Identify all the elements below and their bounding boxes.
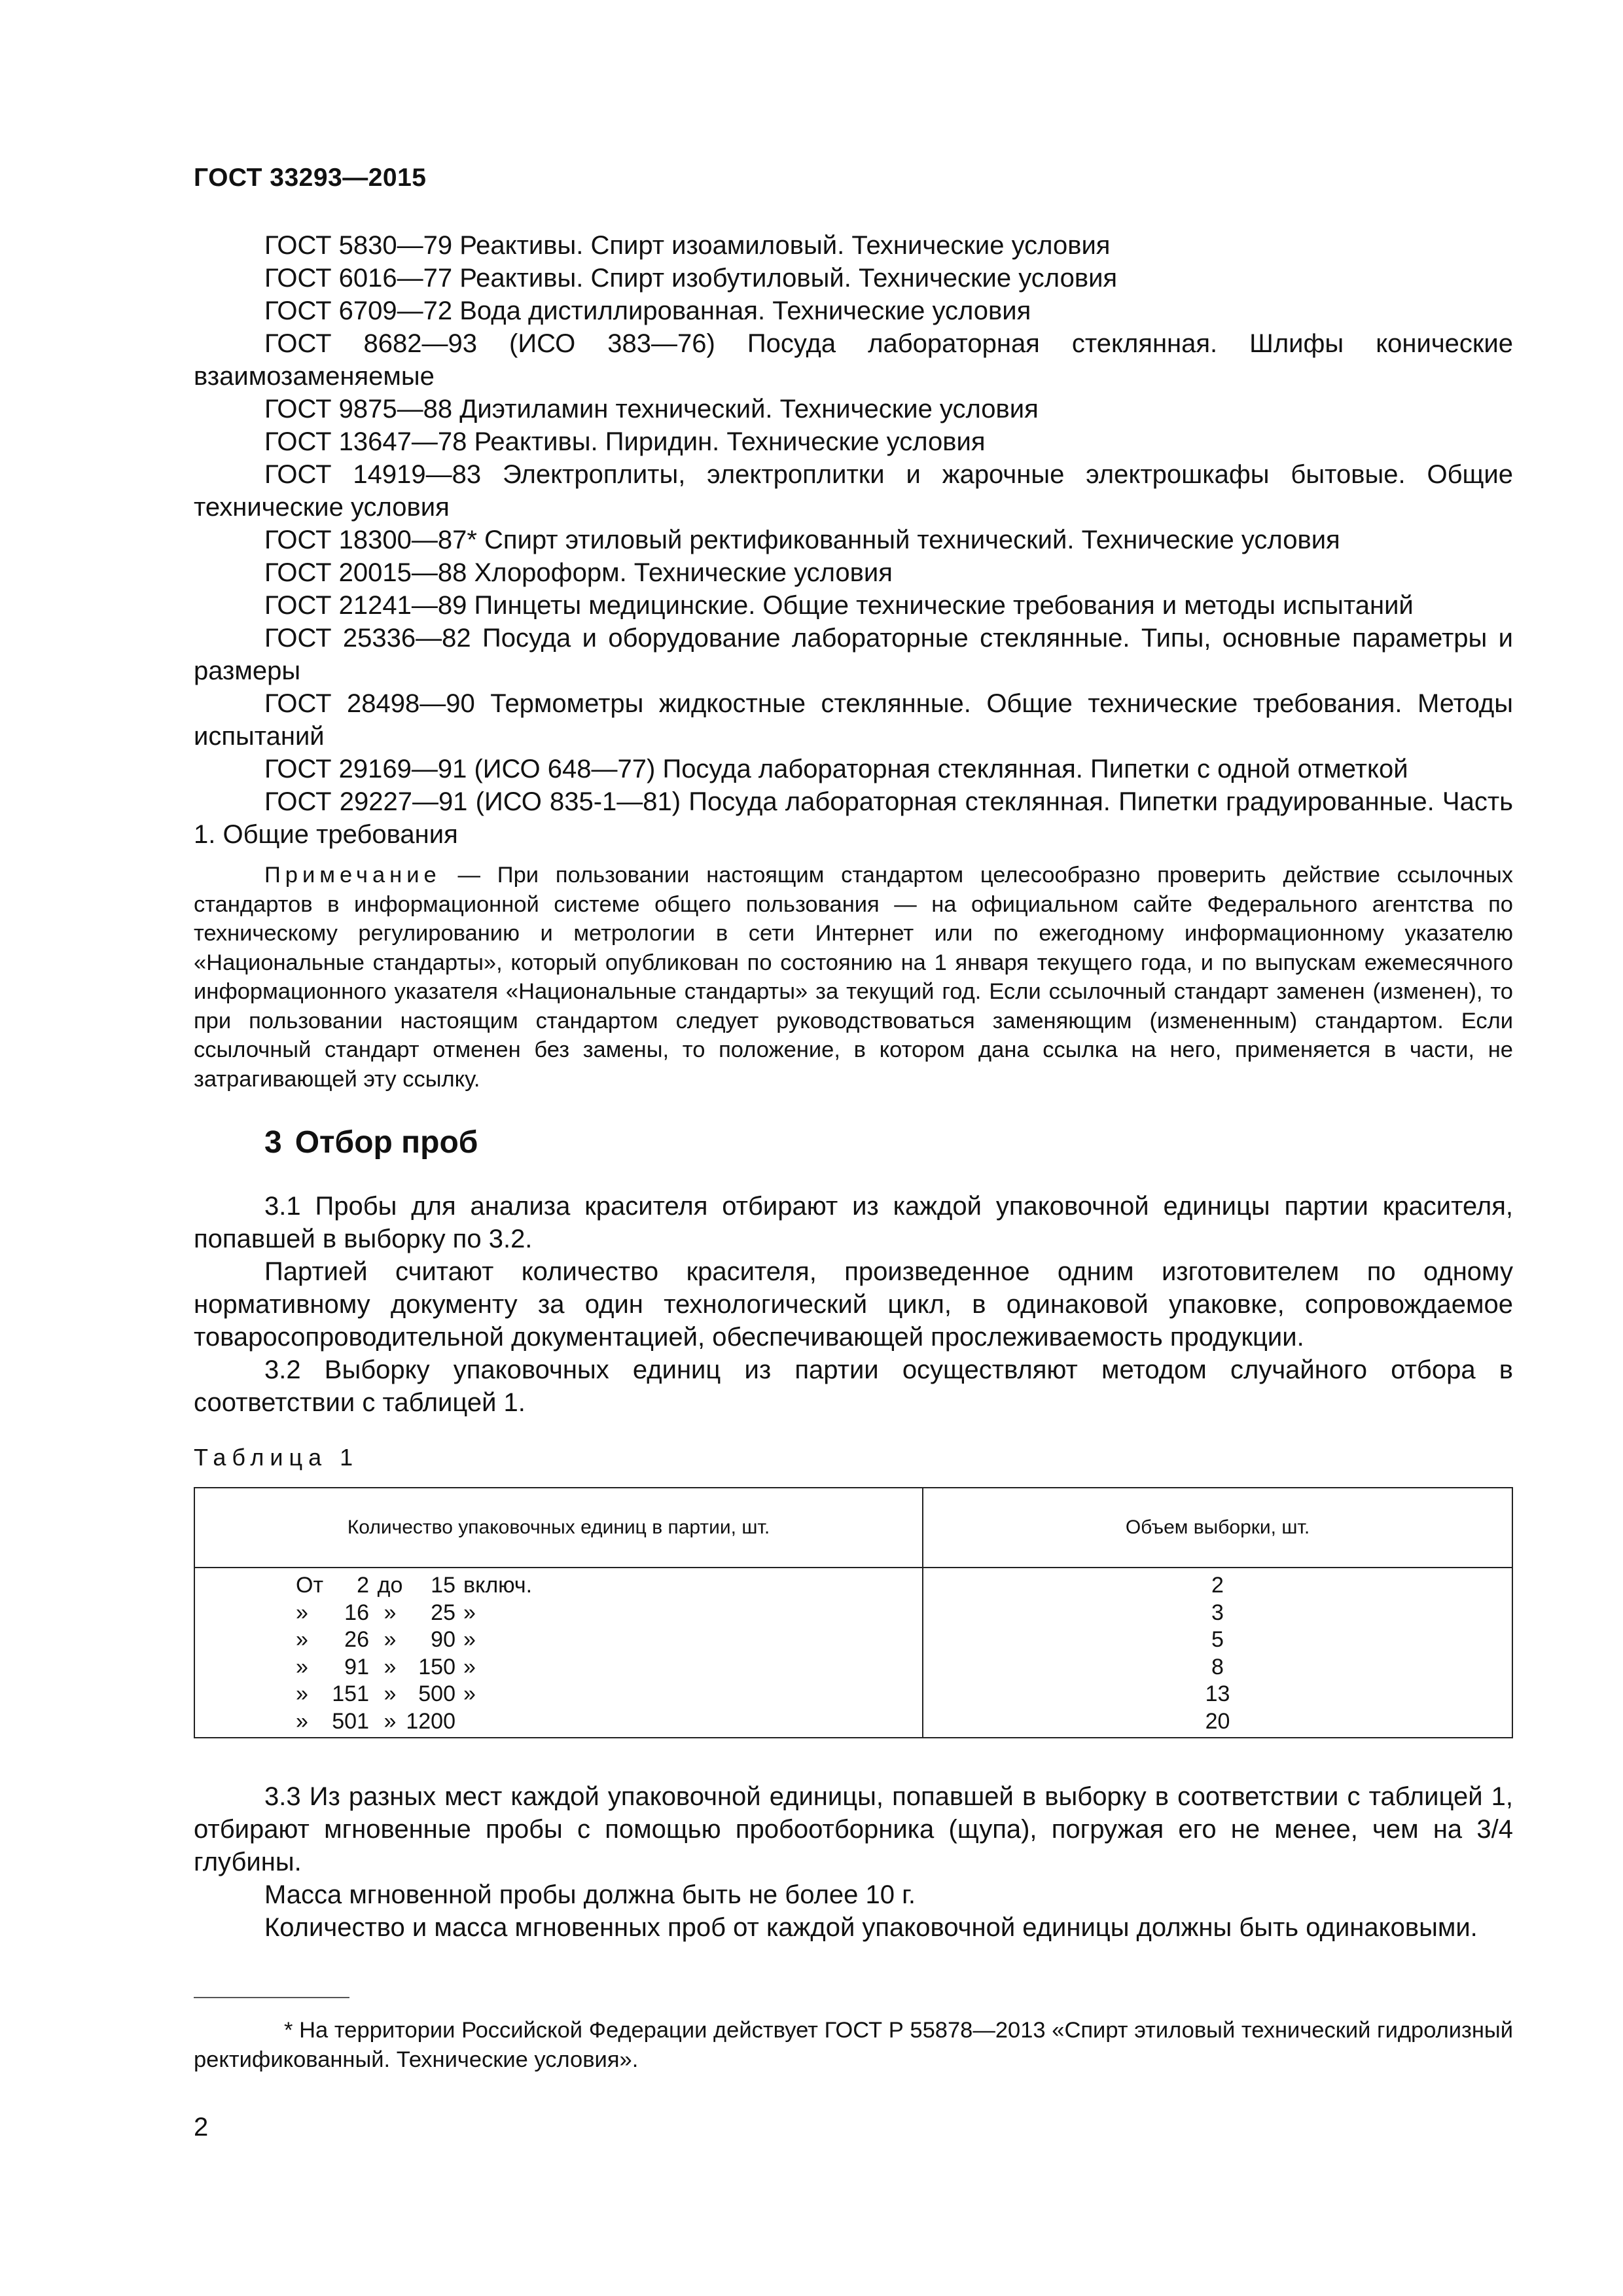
range-from: 2 xyxy=(357,1573,369,1598)
reference-item: ГОСТ 29227—91 (ИСО 835-1—81) Посуда лабораторная стеклянная. Пипетки градуированные. Часть 1. Общие требования xyxy=(194,787,1513,849)
range-from: 26 xyxy=(344,1627,369,1652)
section-heading xyxy=(264,1124,478,1160)
lot-size-column xyxy=(195,1572,922,1735)
range-to: 25 xyxy=(431,1600,455,1625)
section-body-before-table xyxy=(194,1190,1513,1419)
range-from: 16 xyxy=(344,1600,369,1625)
table-cell-sample: 8 xyxy=(1211,1654,1224,1679)
section-body-after-table xyxy=(194,1780,1513,1944)
footnote-separator xyxy=(194,1997,349,1998)
sample-size-column xyxy=(923,1572,1512,1735)
note-text: — При пользовании настоящим стандартом целесообразно проверить действие ссылочных стандартов в информационной системе общего пользования — на официальном сайте Федерального агентства по техническому регулированию и метрологии в сети Интернет или по ежегодному информационному указателю «Национальные стандарты», который опубликован по состоянию на 1 января текущего года, и по выпускам ежемесячного информационного указателя «Национальные стандарты» за текущий год. Если ссылочный стандарт заменен (изменен), то при пользовании настоящим стандартом следует руководствоваться заменяющим (измененным) стандартом. Если ссылочный стандарт отменен без замены, то положение, в котором дана ссылка на него, применяется в части, не затрагивающей эту ссылку. xyxy=(194,863,1513,1092)
reference-item: ГОСТ 21241—89 Пинцеты медицинские. Общие технические требования и методы испытаний xyxy=(264,591,1414,620)
reference-item: ГОСТ 14919—83 Электроплиты, электроплитки и жарочные электрошкафы бытовые. Общие технические условия xyxy=(194,460,1513,522)
table-cell-sample: 20 xyxy=(1205,1708,1230,1734)
range-prefix: » xyxy=(296,1708,308,1734)
range-to: 500 xyxy=(418,1681,455,1706)
paragraph: 3.2 Выборку упаковочных единиц из партии осуществляют методом случайного отбора в соответствии с таблицей 1. xyxy=(194,1355,1513,1417)
section-number: 3 xyxy=(264,1125,282,1160)
range-mid: » xyxy=(383,1708,397,1734)
table-row xyxy=(195,1572,922,1600)
range-prefix: » xyxy=(296,1654,308,1679)
range-suffix: включ. xyxy=(463,1573,533,1598)
range-suffix: » xyxy=(463,1681,476,1706)
table-row xyxy=(195,1681,922,1708)
range-mid: » xyxy=(383,1600,397,1625)
range-from: 151 xyxy=(332,1681,369,1706)
reference-item: ГОСТ 29169—91 (ИСО 648—77) Посуда лабораторная стеклянная. Пипетки с одной отметкой xyxy=(264,755,1408,783)
range-mid: до xyxy=(377,1573,403,1598)
range-suffix: » xyxy=(463,1654,476,1679)
footnote: * На территории Российской Федерации действует ГОСТ Р 55878—2013 «Спирт этиловый технический гидролизный ректификованный. Технические условия». xyxy=(194,2018,1513,2072)
range-to: 15 xyxy=(431,1573,455,1598)
table-cell-sample: 3 xyxy=(1211,1600,1224,1625)
range-prefix: » xyxy=(296,1600,308,1625)
table-row xyxy=(195,1626,922,1654)
table-header-divider xyxy=(195,1567,1512,1568)
reference-item: ГОСТ 8682—93 (ИСО 383—76) Посуда лабораторная стеклянная. Шлифы конические взаимозаменяемые xyxy=(194,329,1513,391)
paragraph: Количество и масса мгновенных проб от каждой упаковочной единицы должны быть одинаковыми. xyxy=(264,1913,1478,1942)
page-number: 2 xyxy=(194,2113,209,2142)
range-to: 1200 xyxy=(406,1708,455,1734)
table-row xyxy=(195,1600,922,1627)
paragraph: 3.3 Из разных мест каждой упаковочной единицы, попавшей в выборку в соответствии с таблицей 1, отбирают мгновенные пробы с помощью пробоотборника (щупа), погружая его не менее, чем на 3/4 глубины. xyxy=(194,1782,1513,1876)
note-label: Примечание xyxy=(264,863,441,888)
range-to: 90 xyxy=(431,1627,455,1652)
reference-item: ГОСТ 6709—72 Вода дистиллированная. Технические условия xyxy=(264,296,1031,325)
table-cell-sample: 5 xyxy=(1211,1627,1224,1652)
table-row xyxy=(195,1708,922,1736)
reference-item: ГОСТ 20015—88 Хлороформ. Технические условия xyxy=(264,558,893,587)
range-to: 150 xyxy=(418,1654,455,1679)
range-prefix: » xyxy=(296,1627,308,1652)
note-paragraph xyxy=(194,861,1513,1094)
table-cell-sample: 13 xyxy=(1205,1681,1230,1706)
range-from: 501 xyxy=(332,1708,369,1734)
reference-item: ГОСТ 13647—78 Реактивы. Пиридин. Технические условия xyxy=(264,427,986,456)
reference-item: ГОСТ 9875—88 Диэтиламин технический. Технические условия xyxy=(264,395,1039,423)
paragraph: 3.1 Пробы для анализа красителя отбирают из каждой упаковочной единицы партии красителя, попавшей в выборку по 3.2. xyxy=(194,1192,1513,1253)
reference-item: ГОСТ 25336—82 Посуда и оборудование лабораторные стеклянные. Типы, основные параметры и размеры xyxy=(194,624,1513,685)
range-suffix: » xyxy=(463,1600,476,1625)
normative-references-list xyxy=(194,229,1513,851)
range-from: 91 xyxy=(344,1654,369,1679)
sample-size-table xyxy=(194,1487,1513,1738)
paragraph: Масса мгновенной пробы должна быть не более 10 г. xyxy=(264,1880,916,1909)
table-caption: Таблица 1 xyxy=(194,1444,359,1471)
section-title: Отбор проб xyxy=(294,1125,478,1160)
reference-item: ГОСТ 6016—77 Реактивы. Спирт изобутиловый. Технические условия xyxy=(264,264,1118,293)
reference-item: ГОСТ 5830—79 Реактивы. Спирт изоамиловый. Технические условия xyxy=(264,231,1111,260)
reference-item: ГОСТ 18300—87* Спирт этиловый ректификованный технический. Технические условия xyxy=(264,526,1340,554)
range-prefix: От xyxy=(296,1573,324,1598)
range-suffix: » xyxy=(463,1627,476,1652)
range-mid: » xyxy=(383,1681,397,1706)
range-mid: » xyxy=(383,1654,397,1679)
reference-item: ГОСТ 28498—90 Термометры жидкостные стеклянные. Общие технические требования. Методы испытаний xyxy=(194,689,1513,751)
range-mid: » xyxy=(383,1627,397,1652)
table-header-lot-size: Количество упаковочных единиц в партии, шт. xyxy=(347,1516,770,1538)
table-row xyxy=(195,1654,922,1681)
range-prefix: » xyxy=(296,1681,308,1706)
paragraph: Партией считают количество красителя, произведенное одним изготовителем по одному нормативному документу за один технологический цикл, в одинаковой упаковке, сопровождаемое товаросопроводительной документацией, обеспечивающей прослеживаемость продукции. xyxy=(194,1257,1513,1352)
document-header: ГОСТ 33293—2015 xyxy=(194,164,427,192)
table-header-sample-size: Объем выборки, шт. xyxy=(1125,1516,1310,1538)
table-cell-sample: 2 xyxy=(1211,1573,1224,1598)
